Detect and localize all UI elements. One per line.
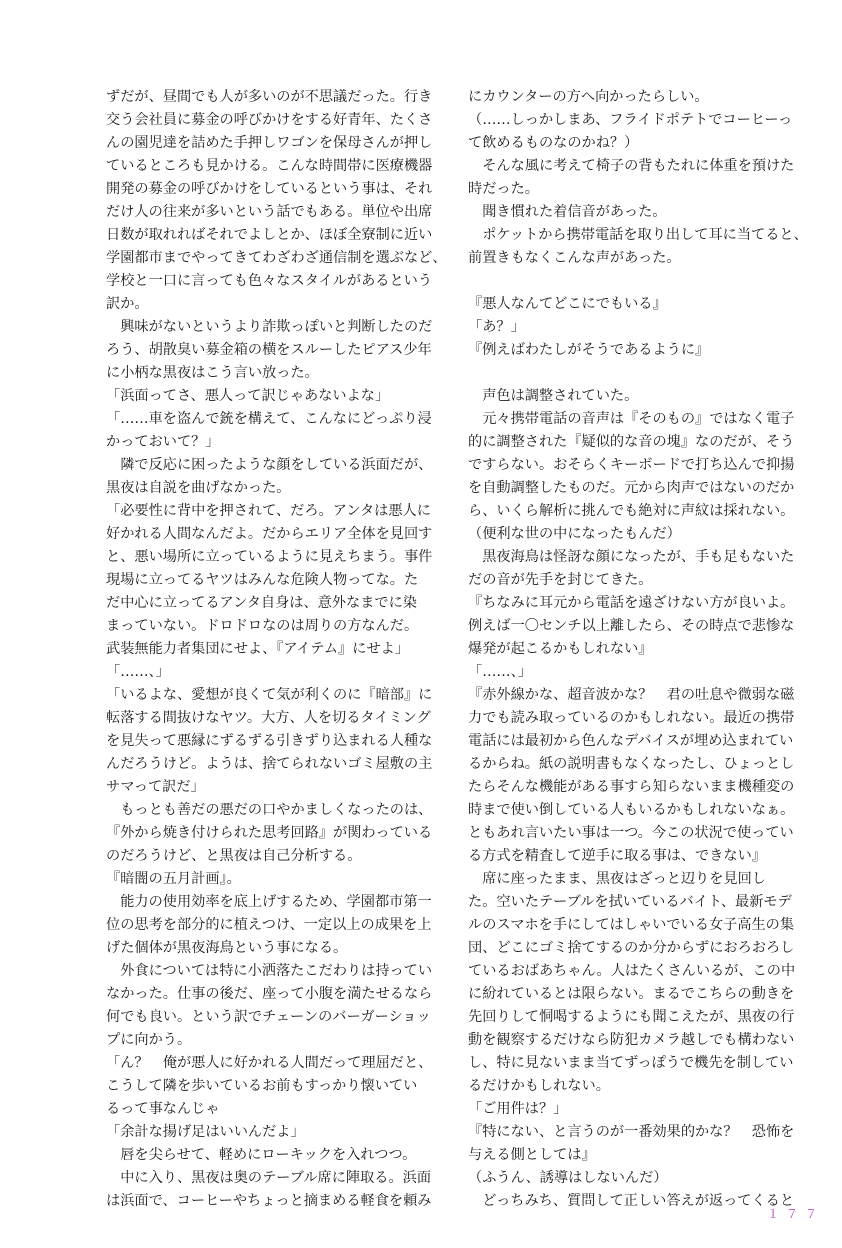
text-line: 交う会社員に募金の呼びかけをする好青年、たくさ bbox=[106, 112, 433, 128]
text-line: ら、いくら解析に挑んでも絶対に声紋は採れない。 bbox=[468, 503, 795, 519]
text-line: だ中心に立ってるアンタ自身は、意外なまでに染 bbox=[106, 595, 417, 611]
text-line: 黒夜海鳥は怪訝な顔になったが、手も足もないた bbox=[468, 549, 795, 565]
text-line: 「浜面ってさ、悪人って訳じゃあないよな」 bbox=[106, 388, 390, 404]
text-line: ポケットから携帯電話を取り出して耳に当てると、 bbox=[468, 227, 808, 243]
text-line: 「いるよな、愛想が良くて気が利くのに『暗部』に bbox=[106, 687, 433, 703]
text-line: 能力の使用効率を底上げするため、学園都市第一 bbox=[106, 894, 432, 910]
text-line: 的に調整された『疑似的な音の塊』なのだが、そう bbox=[468, 434, 795, 450]
text-line: どっちみち、質問して正しい答えが返ってくると bbox=[468, 1193, 795, 1209]
text-line: もっとも善だの悪だの口やかましくなったのは、 bbox=[106, 802, 433, 818]
text-line: 外食については特に小洒落たこだわりは持ってい bbox=[106, 963, 433, 979]
text-line: 『例えばわたしがそうであるように』 bbox=[468, 342, 710, 358]
text-line: ルのスマホを手にしてはしゃいでいる女子高生の集 bbox=[468, 917, 795, 933]
text-line: 動を観察するだけなら防犯カメラ越しでも構わない bbox=[468, 1032, 795, 1048]
text-line: ているところも見かける。こんな時間帯に医療機器 bbox=[106, 158, 433, 174]
text-line: げた個体が黒夜海鳥という事になる。 bbox=[106, 940, 348, 956]
text-line: を見失って悪縁にずるずる引きずり込まれる人種な bbox=[106, 733, 433, 749]
text-line: 「ご用件は？」 bbox=[468, 1101, 568, 1117]
text-line: 隣で反応に困ったような顔をしている浜面だが、 bbox=[106, 457, 433, 473]
text-line: 「あ？」 bbox=[468, 319, 525, 335]
text-line: に紛れているとは限らない。まるでこちらの動きを bbox=[468, 986, 795, 1002]
text-line: た。空いたテーブルを拭いているバイト、最新モデ bbox=[468, 894, 792, 910]
text-line: 先回りして恫喝するようにも聞こえたが、黒夜の行 bbox=[468, 1009, 795, 1025]
text-line: 「余計な揚げ足はいいんだよ」 bbox=[106, 1124, 305, 1140]
text-line: かっておいて？」 bbox=[106, 434, 220, 450]
text-line: るだけかもしれない。 bbox=[468, 1078, 610, 1094]
text-line: ともあれ言いたい事は一つ。今この状況で使ってい bbox=[468, 825, 794, 841]
text-line: にカウンターの方へ向かったらしい。 bbox=[468, 89, 709, 105]
text-line: る方式を精査して逆手に取る事は、できない』 bbox=[468, 848, 766, 864]
text-line bbox=[468, 362, 812, 385]
text-line: んだろうけど。ようは、捨てられないゴミ屋敷の主 bbox=[106, 756, 433, 772]
text-line: るって事なんじゃ bbox=[106, 1101, 220, 1117]
text-line: 「必要性に背中を押されて、だろ。アンタは悪人に bbox=[106, 503, 431, 519]
text-line: 何でも良い。という訳でチェーンのバーガーショッ bbox=[106, 1009, 431, 1025]
text-line: ているおばあちゃん。人はたくさんいるが、この中 bbox=[468, 963, 796, 979]
text-line: 力でも読み取っているのかもしれない。最近の携帯 bbox=[468, 710, 795, 726]
text-line: 団、どこにゴミ捨てするのか分からずにおろおろし bbox=[468, 940, 795, 956]
text-line: ろう、胡散臭い募金箱の横をスルーしたピアス少年 bbox=[106, 342, 432, 358]
text-line: 「……、」 bbox=[468, 664, 532, 680]
text-line: 学校と一口に言っても色々なスタイルがあるという bbox=[106, 273, 433, 289]
text-line: 与える側としては』 bbox=[468, 1147, 596, 1163]
text-line: 開発の募金の呼びかけをしているという事は、それ bbox=[106, 181, 433, 197]
text-line: 武装無能力者集団にせよ、『アイテム』にせよ」 bbox=[106, 641, 410, 657]
text-line: を自動調整したものだ。元から肉声ではないのだか bbox=[468, 480, 795, 496]
text-line: 中に入り、黒夜は奥のテーブル席に陣取る。浜面 bbox=[106, 1170, 432, 1186]
right-text-column bbox=[468, 86, 812, 1213]
text-line: まっていない。ドロドロなのは周りの方なんだ。 bbox=[106, 618, 419, 634]
text-line: そんな風に考えて椅子の背もたれに体重を預けた bbox=[468, 158, 795, 174]
text-line: サマって訳だ」 bbox=[106, 779, 205, 795]
text-line: 興味がないというより詐欺っぽいと判断したのだ bbox=[106, 319, 433, 335]
text-line: ずだが、昼間でも人が多いのが不思議だった。行き bbox=[106, 89, 433, 105]
text-line: 黒夜は自説を曲げなかった。 bbox=[106, 480, 291, 496]
text-line: 『暗闇の五月計画』。 bbox=[106, 871, 241, 887]
text-line: 『赤外線かな、超音波かな？ 君の吐息や微弱な磁 bbox=[468, 687, 795, 703]
text-line: 前置きもなくこんな声があった。 bbox=[468, 250, 681, 266]
text-line: （ふうん、誘導はしないんだ） bbox=[468, 1170, 668, 1186]
text-line: ですらない。おそらくキーボードで打ち込んで抑揚 bbox=[468, 457, 795, 473]
text-line: だの音が先手を封じてきた。 bbox=[468, 572, 653, 588]
text-line: 転落する間抜けなヤツ。大方、人を切るタイミング bbox=[106, 710, 431, 726]
text-line: と、悪い場所に立っているように見えちまう。事件 bbox=[106, 549, 433, 565]
text-line: のだろうけど、と黒夜は自己分析する。 bbox=[106, 848, 362, 864]
text-line: 位の思考を部分的に植えつけ、一定以上の成果を上 bbox=[106, 917, 432, 933]
text-line: 「……車を盗んで銃を構えて、こんなにどっぷり浸 bbox=[106, 411, 432, 427]
text-line: は浜面で、コーヒーやちょっと摘まめる軽食を頼み bbox=[106, 1193, 432, 1209]
text-line: 現場に立ってるヤツはみんな危険人物ってな。た bbox=[106, 572, 419, 588]
text-line: （便利な世の中になったもんだ） bbox=[468, 526, 681, 542]
text-line: 『特にない、と言うのが一番効果的かな？ 恐怖を bbox=[468, 1124, 795, 1140]
left-text-column bbox=[106, 86, 450, 1213]
text-line: 時まで使い倒している人もいるかもしれないなぁ。 bbox=[468, 802, 795, 818]
text-line: こうして隣を歩いているお前もすっかり懐いてい bbox=[106, 1078, 418, 1094]
text-line: 「……、」 bbox=[106, 664, 170, 680]
text-line: たらそんな機能がある事すら知らないまま機種変の bbox=[468, 779, 795, 795]
text-line: 好かれる人間なんだよ。だからエリア全体を見回す bbox=[106, 526, 433, 542]
text-line: て飲めるものなのかね？） bbox=[468, 135, 639, 151]
text-line: 声色は調整されていた。 bbox=[468, 388, 639, 404]
text-line bbox=[468, 270, 812, 293]
text-line: （……しっかしまあ、フライドポテトでコーヒーっ bbox=[468, 112, 793, 128]
text-line: に小柄な黒夜はこう言い放った。 bbox=[106, 365, 319, 381]
text-line: 『外から焼き付けられた思考回路』が関わっている bbox=[106, 825, 433, 841]
text-line: 爆発が起こるかもしれない』 bbox=[468, 641, 653, 657]
text-line: 日数が取れればそれでよしとか、ほぼ全寮制に近い bbox=[106, 227, 433, 243]
text-line: 『悪人なんてどこにでもいる』 bbox=[468, 296, 667, 312]
text-line: 元々携帯電話の音声は『そのもの』ではなく電子 bbox=[468, 411, 795, 427]
text-line: 時だった。 bbox=[468, 181, 539, 197]
text-line: プに向かう。 bbox=[106, 1032, 192, 1048]
text-line: 聞き慣れた着信音があった。 bbox=[468, 204, 667, 220]
text-line: 「ん？ 俺が悪人に好かれる人間だって理屈だと、 bbox=[106, 1055, 433, 1071]
text-line: 例えば一〇センチ以上離したら、その時点で悲惨な bbox=[468, 618, 795, 634]
page-number: １７７ bbox=[767, 1207, 825, 1221]
text-line: なかった。仕事の後だ、座って小腹を満たせるなら bbox=[106, 986, 433, 1002]
text-line: 唇を尖らせて、軽めにローキックを入れつつ。 bbox=[106, 1147, 417, 1163]
text-line: 電話には最初から色んなデバイスが埋め込まれてい bbox=[468, 733, 794, 749]
text-line: 席に座ったまま、黒夜はざっと辺りを見回し bbox=[468, 871, 766, 887]
text-line: んの園児達を詰めた手押しワゴンを保母さんが押し bbox=[106, 135, 433, 151]
text-line: 学園都市までやってきてわざわざ通信制を選ぶなど、 bbox=[106, 250, 447, 266]
text-line: 『ちなみに耳元から電話を遠ざけない方が良いよ。 bbox=[468, 595, 795, 611]
text-line: 訳か。 bbox=[106, 296, 149, 312]
text-line: し、特に見ないまま当てずっぽうで機先を制してい bbox=[468, 1055, 794, 1071]
text-line: だけ人の往来が多いという話でもある。単位や出席 bbox=[106, 204, 433, 220]
text-line: るからね。紙の説明書もなくなったし、ひょっとし bbox=[468, 756, 795, 772]
